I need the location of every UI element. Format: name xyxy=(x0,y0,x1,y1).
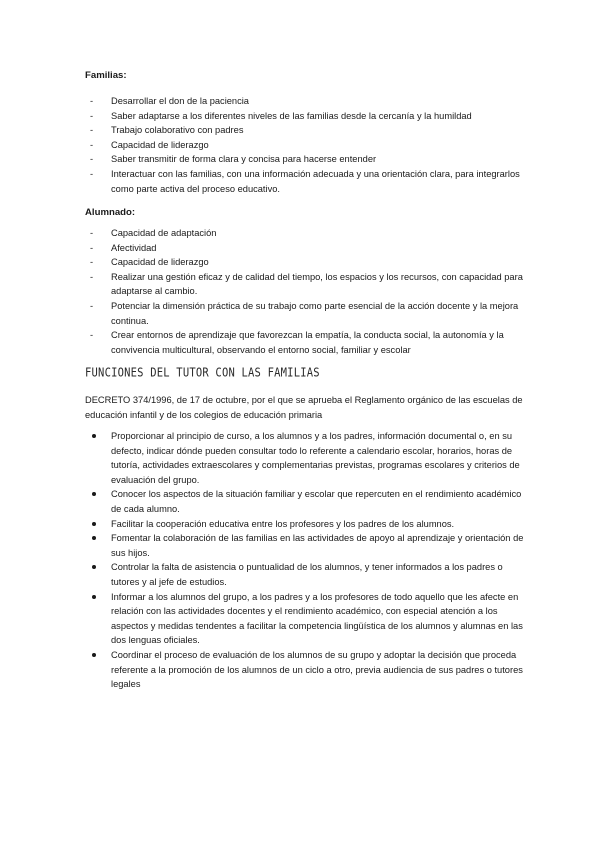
dash-marker: - xyxy=(90,96,94,106)
dash-marker: - xyxy=(90,125,94,136)
list-item-text: Desarrollar el don de la paciencia xyxy=(111,96,249,106)
list-item xyxy=(85,226,525,241)
list-item xyxy=(85,299,525,328)
dash-marker: - xyxy=(90,257,94,268)
list-item xyxy=(85,109,525,124)
list-item-text: Proporcionar al principio de curso, a los alumnos y a los padres, información documental o, en su defecto, indicar dónde pueden consultar todo lo referente a calendario escolar, horarios, horas de tutoría, actividades extraescolares y complementarias previstas, programas escolares y criterios de evaluación del grupo. xyxy=(111,431,520,485)
list-item xyxy=(85,167,525,196)
bullet-marker xyxy=(92,492,96,496)
alumnado-list xyxy=(85,226,525,357)
list-item xyxy=(85,123,525,138)
dash-marker: - xyxy=(90,154,94,165)
list-item-text: Informar a los alumnos del grupo, a los padres y a los profesores de todo aquello que les afecte en relación con las actividades docentes y el rendimiento académico, con especial atención a los aspectos y medidas tendentes a facilitar la competencia lingüística de los alumnos y alumnas en las dos lenguas oficiales. xyxy=(111,591,523,646)
list-item xyxy=(85,531,525,560)
list-item xyxy=(85,487,525,516)
list-item xyxy=(85,517,525,532)
bullet-marker xyxy=(92,565,96,569)
list-item-text: Capacidad de liderazgo xyxy=(111,139,209,150)
list-item xyxy=(85,138,525,153)
list-item xyxy=(85,429,525,487)
list-item-text: Saber adaptarse a los diferentes niveles de las familias desde la cercanía y la humildad xyxy=(111,110,472,121)
funciones-list xyxy=(85,429,525,692)
familias-list xyxy=(85,94,525,196)
list-item-text: Facilitar la cooperación educativa entre los profesores y los padres de los alumnos. xyxy=(111,518,455,529)
list-item xyxy=(85,590,525,648)
dash-marker: - xyxy=(90,300,94,311)
list-item-text: Interactuar con las familias, con una información adecuada y una orientación clara, para integrarlos como parte activa del proceso educativo. xyxy=(111,168,520,194)
dash-marker: - xyxy=(90,228,94,238)
list-item xyxy=(85,270,525,299)
list-item-text: Trabajo colaborativo con padres xyxy=(111,125,244,136)
bullet-marker xyxy=(92,434,96,438)
section-title-funciones: FUNCIONES DEL TUTOR CON LAS FAMILIAS xyxy=(85,366,320,380)
list-item-text: Crear entornos de aprendizaje que favorezcan la empatía, la conducta social, la autonomía y la convivencia multicultural, observando el entorno social, familiar y escolar xyxy=(111,330,504,355)
list-item-text: Realizar una gestión eficaz y de calidad del tiempo, los espacios y los recursos, con capacidad para adaptarse al cambio. xyxy=(111,271,523,297)
list-item xyxy=(85,152,525,167)
bullet-marker xyxy=(92,595,96,599)
dash-marker: - xyxy=(90,271,94,282)
bullet-marker xyxy=(92,522,96,526)
list-item xyxy=(85,94,525,109)
list-item-text: Controlar la falta de asistencia o puntualidad de los alumnos, y tener informados a los padres o tutores y al jefe de estudios. xyxy=(111,562,503,587)
dash-marker: - xyxy=(90,110,94,121)
list-item-text: Coordinar el proceso de evaluación de los alumnos de su grupo y adoptar la decisión que proceda referente a la promoción de los alumnos de un ciclo a otro, previa audiencia de sus padres o tutores legales xyxy=(111,649,523,690)
decreto-paragraph: DECRETO 374/1996, de 17 de octubre, por el que se aprueba el Reglamento orgánico de las escuelas de educación infantil y de los colegios de educación primaria xyxy=(85,395,523,420)
bullet-marker xyxy=(92,536,96,540)
dash-marker: - xyxy=(90,168,94,179)
list-item xyxy=(85,560,525,589)
dash-marker: - xyxy=(90,330,94,341)
list-item xyxy=(85,648,525,692)
list-item-text: Saber transmitir de forma clara y concisa para hacerse entender xyxy=(111,154,377,165)
familias-heading: Familias: xyxy=(85,70,127,81)
list-item-text: Capacidad de liderazgo xyxy=(111,257,209,268)
list-item xyxy=(85,255,525,270)
list-item-text: Conocer los aspectos de la situación familiar y escolar que repercuten en el rendimiento académico de cada alumno. xyxy=(111,489,522,514)
list-item-text: Afectividad xyxy=(111,242,157,253)
bullet-marker xyxy=(92,653,96,657)
list-item xyxy=(85,328,525,357)
alumnado-heading: Alumnado: xyxy=(85,207,136,218)
dash-marker: - xyxy=(90,139,94,150)
list-item-text: Fomentar la colaboración de las familias en las actividades de apoyo al aprendizaje y orientación de sus hijos. xyxy=(111,533,524,558)
list-item xyxy=(85,241,525,256)
list-item-text: Capacidad de adaptación xyxy=(111,228,217,238)
dash-marker: - xyxy=(90,242,94,253)
list-item-text: Potenciar la dimensión práctica de su trabajo como parte esencial de la acción docente y la mejora continua. xyxy=(111,300,519,326)
